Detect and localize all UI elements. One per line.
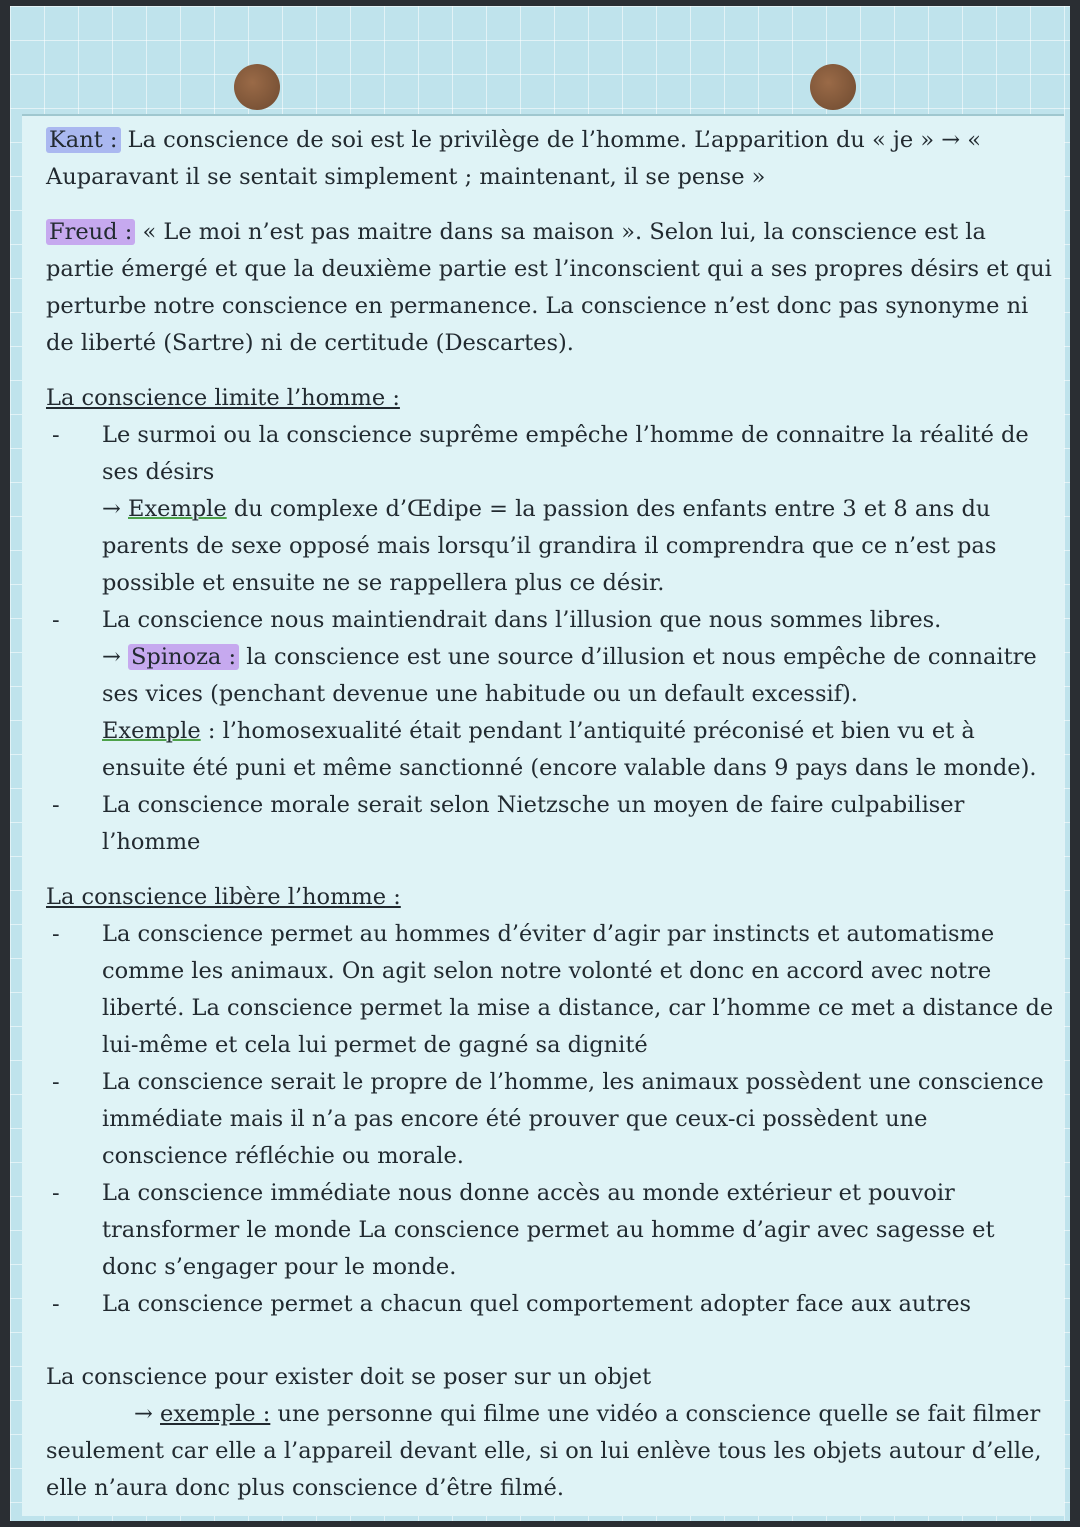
closing-example-paragraph [46,1396,1054,1507]
list-item [46,417,1054,602]
kant-paragraph [46,122,1054,196]
punch-hole-left [234,64,280,110]
arrow-icon: → [102,644,129,670]
illusion-text: La conscience nous maintiendrait dans l’illusion que nous sommes libres. [102,607,942,633]
surmoi-text: Le surmoi ou la conscience suprême empêche l’homme de connaitre la réalité de ses désirs [102,422,1029,485]
section-limite-list [46,417,1054,861]
list-item: - La conscience immédiate nous donne accès au monde extérieur et pouvoir transformer le monde La conscience permet au homme d’agir avec sagesse et donc s’engager pour le monde. [46,1175,1054,1286]
oedipe-example-text: du complexe d’Œdipe = la passion des enfants entre 3 et 8 ans du parents de sexe opposé mais lorsqu’il grandira il comprendra que ce n’est pas possible et ensuite ne se rappellera plus ce désir. [102,496,997,596]
section-libere-title: La conscience libère l’homme : [46,884,401,910]
grid-paper-background [10,6,1070,1521]
video-example-text: une personne qui filme une vidéo a conscience quelle se fait filmer seulement car elle a l’appareil devant elle, si on lui enlève tous les objets autour d’elle, elle n’aura donc plus conscience d’être filmé. [46,1401,1042,1501]
notes-sheet [22,114,1064,1516]
arrow-icon: → [102,496,129,522]
example-label: Exemple [102,718,201,744]
example-label: Exemple [128,496,227,522]
antiquite-example-text: : l’homosexualité était pendant l’antiquité préconisé et bien vu et à ensuite été puni et même sanctionné (encore valable dans 9 pays dans le monde). [102,718,1037,781]
list-item: - La conscience permet au hommes d’éviter d’agir par instincts et automatisme comme les animaux. On agit selon notre volonté et donc en accord avec notre liberté. La conscience permet la mise a distance, car l’homme ce met a distance de lui-même et cela lui permet de gagné sa dignité [46,916,1054,1064]
arrow-icon: → [134,1401,161,1427]
spinoza-text: la conscience est une source d’illusion et nous empêche de connaitre ses vices (penchant devenue une habitude ou un default excessif). [102,644,1037,707]
list-item: - La conscience serait le propre de l’homme, les animaux possèdent une conscience immédiate mais il n’a pas encore été prouver que ceux-ci possèdent une conscience réfléchie ou morale. [46,1064,1054,1175]
spinoza-name: Spinoza : [128,644,239,670]
freud-name: Freud : [46,219,135,245]
freud-paragraph [46,214,1054,362]
list-item [46,787,1054,861]
section-libere-list [46,916,1054,1323]
example-label: exemple : [160,1401,271,1427]
freud-text: « Le moi n’est pas maitre dans sa maison ». Selon lui, la conscience est la partie émergé et que la deuxième partie est l’inconscient qui a ses propres désirs et qui perturbe notre conscience en permanence. La conscience n’est donc pas synonyme ni de liberté (Sartre) ni de certitude (Descartes). [46,219,1052,356]
closing-statement: La conscience pour exister doit se poser sur un objet [46,1364,652,1390]
section-limite-title: La conscience limite l’homme : [46,385,400,411]
kant-text: La conscience de soi est le privilège de l’homme. L’apparition du « je » → « Auparavant il se sentait simplement ; maintenant, il se pense » [46,127,982,190]
list-item [46,602,1054,787]
list-item: - La conscience permet a chacun quel comportement adopter face aux autres [46,1286,1054,1323]
kant-name: Kant : [46,127,121,153]
nietzsche-text: La conscience morale serait selon Nietzsche un moyen de faire culpabiliser l’homme [102,792,965,855]
punch-hole-right [810,64,856,110]
notes-content [46,122,1054,1507]
